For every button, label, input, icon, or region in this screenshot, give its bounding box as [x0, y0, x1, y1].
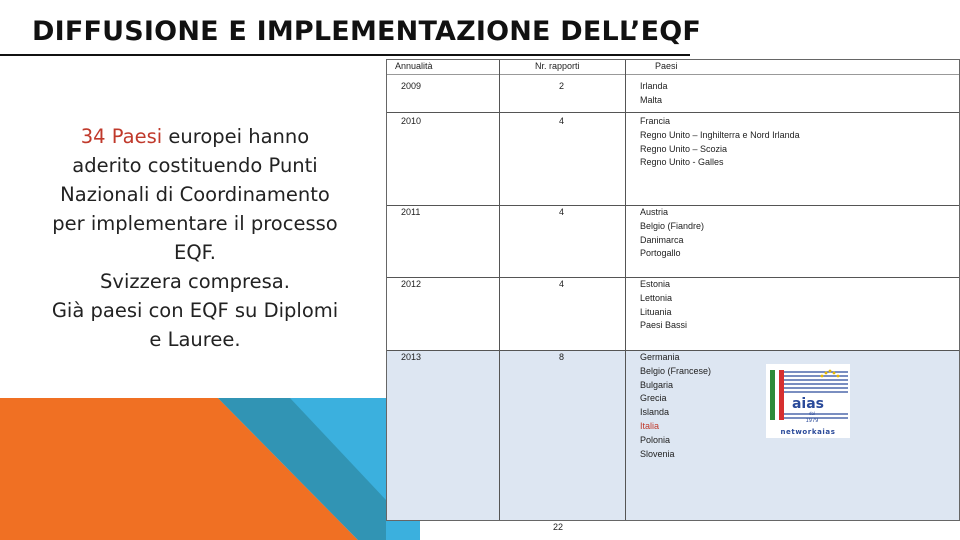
row-count: 8 — [559, 352, 565, 362]
header-year: Annualità — [395, 61, 433, 71]
row-year: 2010 — [401, 116, 422, 126]
country: Paesi Bassi — [640, 320, 688, 331]
row-countries — [640, 351, 711, 461]
header-countries: Paesi — [655, 61, 678, 71]
left-text-line-3: Già paesi con EQF su Diplomi e Lauree. — [51, 299, 339, 351]
page-title: DIFFUSIONE E IMPLEMENTAZIONE DELL’EQF — [32, 16, 702, 47]
country: Lituania — [640, 306, 672, 317]
table-header — [387, 60, 959, 75]
left-text-line-2: Svizzera compresa. — [100, 270, 290, 293]
country: Austria — [640, 207, 669, 217]
country-highlight: Italia — [640, 420, 660, 431]
logo-name: aias — [791, 396, 825, 412]
column-divider — [499, 60, 500, 520]
country: Danimarca — [640, 234, 684, 245]
country: Regno Unito - Galles — [640, 157, 724, 168]
header-count: Nr. rapporti — [535, 61, 580, 71]
country: Francia — [640, 116, 671, 126]
country: Portogallo — [640, 248, 681, 259]
country: Lettonia — [640, 292, 673, 303]
left-text-body: europei hanno aderito costituendo Punti Nazionali di Coordinamento per implementare il processo EQF. — [52, 125, 338, 264]
aias-logo — [766, 364, 850, 438]
row-count: 4 — [559, 279, 565, 289]
row-countries — [640, 115, 800, 170]
country: Irlanda — [640, 81, 668, 91]
row-year: 2012 — [401, 279, 422, 289]
left-text-block — [50, 122, 340, 354]
country: Polonia — [640, 434, 671, 445]
row-countries — [640, 80, 668, 108]
row-year: 2011 — [401, 207, 421, 217]
row-countries — [640, 278, 687, 333]
eqf-reports-table — [386, 59, 960, 532]
row-count: 4 — [559, 207, 565, 217]
country: Estonia — [640, 279, 671, 289]
country: Slovenia — [640, 448, 675, 459]
logo-tagline: networkaias — [780, 428, 836, 436]
country: Regno Unito – Scozia — [640, 143, 728, 154]
row-divider — [387, 112, 959, 113]
logo-dal: dal — [808, 411, 816, 416]
row-year: 2009 — [401, 81, 422, 91]
title-underline — [0, 54, 690, 56]
left-text-highlight: 34 Paesi — [80, 125, 163, 148]
country: Grecia — [640, 393, 667, 404]
total-count: 22 — [553, 522, 564, 532]
row-year: 2013 — [401, 352, 422, 362]
column-divider — [625, 60, 626, 520]
logo-flag-stripes — [770, 370, 784, 420]
row-count: 2 — [559, 81, 565, 91]
country: Belgio (Francese) — [640, 365, 712, 376]
country: Germania — [640, 352, 680, 362]
country: Malta — [640, 94, 663, 105]
country: Regno Unito – Inghilterra e Nord Irlanda — [640, 129, 800, 140]
row-countries — [640, 206, 704, 261]
country: Bulgaria — [640, 379, 674, 390]
row-count: 4 — [559, 116, 565, 126]
country: Belgio (Fiandre) — [640, 220, 705, 231]
logo-year: 1979 — [805, 418, 819, 424]
country: Islanda — [640, 407, 670, 418]
